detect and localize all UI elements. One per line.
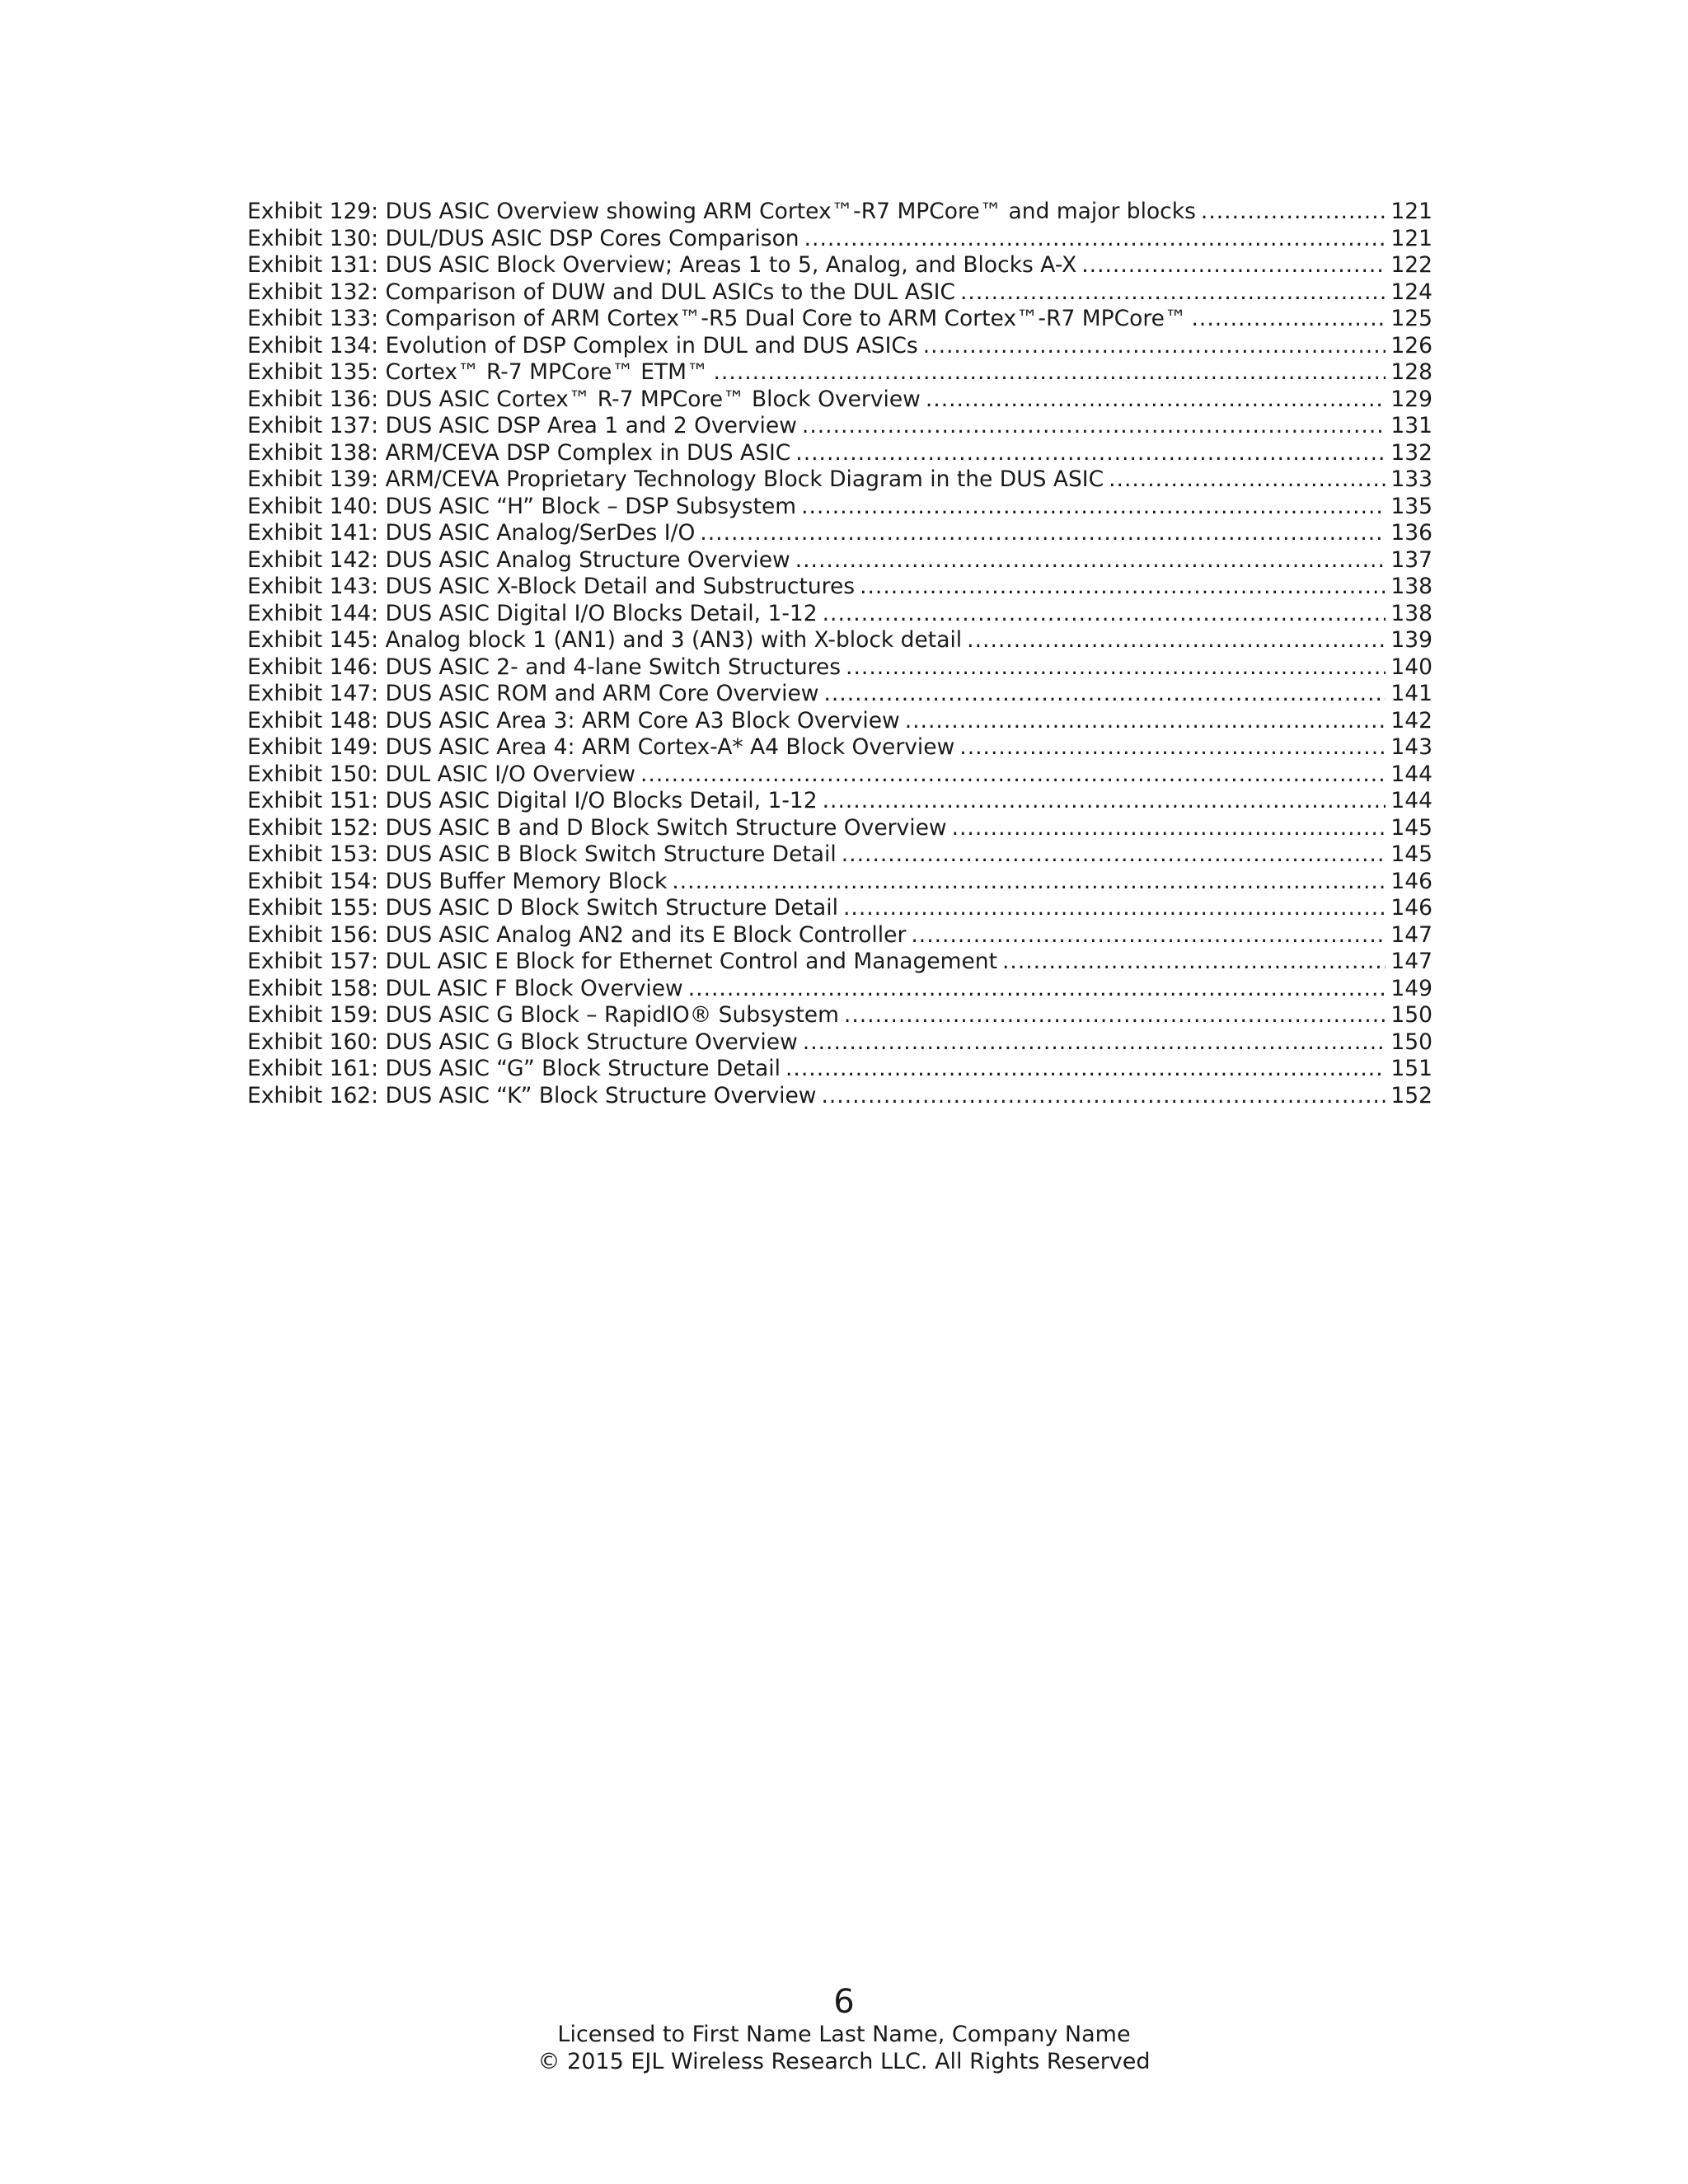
toc-entry-page-number: 146 — [1390, 868, 1432, 894]
toc-entry-page-number: 151 — [1390, 1056, 1432, 1081]
toc-entry-page-number: 145 — [1390, 841, 1432, 867]
toc-entry — [247, 199, 1432, 226]
toc-entry — [247, 869, 1432, 896]
toc-entry — [247, 387, 1432, 414]
toc-entry-page-number: 139 — [1390, 627, 1432, 653]
dot-leader — [688, 976, 1386, 1003]
toc-entry — [247, 547, 1432, 574]
toc-entry-title: Exhibit 161: DUS ASIC “G” Block Structure Detail — [247, 1056, 781, 1081]
toc-entry-list — [247, 199, 1432, 1109]
toc-entry-page-number: 147 — [1390, 949, 1432, 974]
dot-leader — [1191, 306, 1386, 333]
dot-leader — [843, 895, 1386, 922]
toc-entry-page-number: 141 — [1390, 681, 1432, 706]
toc-entry — [247, 413, 1432, 440]
toc-entry-page-number: 133 — [1390, 466, 1432, 492]
dot-leader — [952, 815, 1386, 842]
toc-entry-title: Exhibit 140: DUS ASIC “H” Block – DSP Subsystem — [247, 493, 797, 519]
dot-leader — [801, 494, 1386, 521]
toc-entry — [247, 681, 1432, 708]
dot-leader — [823, 788, 1386, 815]
toc-entry-title: Exhibit 146: DUS ASIC 2- and 4-lane Switch Structures — [247, 654, 842, 680]
dot-leader — [795, 547, 1386, 574]
toc-entry — [247, 815, 1432, 842]
toc-entry-page-number: 144 — [1390, 788, 1432, 813]
toc-entry — [247, 949, 1432, 976]
dot-leader — [1201, 199, 1386, 226]
toc-entry — [247, 306, 1432, 333]
toc-entry — [247, 574, 1432, 601]
dot-leader — [1002, 949, 1386, 976]
table-of-exhibits — [247, 199, 1432, 1109]
toc-entry-page-number: 128 — [1390, 359, 1432, 385]
toc-entry-page-number: 136 — [1390, 520, 1432, 546]
toc-entry — [247, 1029, 1432, 1057]
dot-leader — [714, 359, 1386, 387]
toc-entry-title: Exhibit 143: DUS ASIC X-Block Detail and Substructures — [247, 574, 856, 599]
toc-entry — [247, 601, 1432, 628]
toc-entry — [247, 226, 1432, 253]
dot-leader — [959, 734, 1386, 762]
toc-entry — [247, 466, 1432, 494]
dot-leader — [926, 387, 1386, 414]
toc-entry-title: Exhibit 152: DUS ASIC B and D Block Switch Structure Overview — [247, 814, 947, 841]
toc-entry — [247, 841, 1432, 869]
toc-entry-title: Exhibit 155: DUS ASIC D Block Switch Structure Detail — [247, 895, 838, 921]
toc-entry-title: Exhibit 160: DUS ASIC G Block Structure Overview — [247, 1029, 798, 1055]
toc-entry — [247, 922, 1432, 949]
dot-leader — [960, 279, 1386, 307]
toc-entry-title: Exhibit 156: DUS ASIC Analog AN2 and its E Block Controller — [247, 921, 907, 948]
toc-entry — [247, 708, 1432, 735]
toc-entry-page-number: 131 — [1390, 413, 1432, 438]
dot-leader — [842, 841, 1386, 869]
toc-entry-page-number: 144 — [1390, 761, 1432, 787]
toc-entry-page-number: 150 — [1390, 1029, 1432, 1055]
toc-entry-page-number: 142 — [1390, 707, 1432, 733]
toc-entry — [247, 494, 1432, 521]
toc-entry — [247, 1083, 1432, 1110]
toc-entry-title: Exhibit 130: DUL/DUS ASIC DSP Cores Comparison — [247, 225, 799, 251]
toc-entry-title: Exhibit 149: DUS ASIC Area 4: ARM Cortex-A* A4 Block Overview — [247, 734, 955, 760]
dot-leader — [1081, 252, 1386, 279]
toc-entry-title: Exhibit 162: DUS ASIC “K” Block Structure Overview — [247, 1082, 817, 1108]
toc-entry — [247, 654, 1432, 682]
dot-leader — [844, 1002, 1386, 1029]
toc-entry-page-number: 147 — [1390, 921, 1432, 948]
dot-leader — [905, 708, 1386, 735]
dot-leader — [802, 413, 1386, 440]
toc-entry-page-number: 121 — [1390, 199, 1432, 224]
toc-entry-page-number: 132 — [1390, 439, 1432, 466]
toc-entry-page-number: 145 — [1390, 814, 1432, 841]
page-number: 6 — [833, 1983, 855, 2021]
dot-leader — [860, 574, 1386, 601]
toc-entry-title: Exhibit 129: DUS ASIC Overview showing ARM Cortex™-R7 MPCore™ and major blocks — [247, 199, 1196, 224]
copyright-notice: © 2015 EJL Wireless Research LLC. All Rights Reserved — [537, 2049, 1151, 2074]
toc-entry — [247, 1056, 1432, 1083]
toc-entry-title: Exhibit 133: Comparison of ARM Cortex™-R5 Dual Core to ARM Cortex™-R7 MPCore™ — [247, 306, 1187, 331]
toc-entry-title: Exhibit 142: DUS ASIC Analog Structure Overview — [247, 546, 790, 573]
toc-entry — [247, 520, 1432, 547]
toc-entry-title: Exhibit 150: DUL ASIC I/O Overview — [247, 761, 635, 787]
dot-leader — [923, 333, 1386, 360]
toc-entry-page-number: 137 — [1390, 546, 1432, 573]
toc-entry-title: Exhibit 157: DUL ASIC E Block for Ethernet Control and Management — [247, 949, 997, 974]
toc-entry-page-number: 146 — [1390, 895, 1432, 921]
dot-leader — [967, 627, 1386, 654]
toc-entry-page-number: 138 — [1390, 600, 1432, 626]
toc-entry-title: Exhibit 159: DUS ASIC G Block – RapidIO® Subsystem — [247, 1002, 839, 1028]
dot-leader — [911, 922, 1386, 949]
toc-entry-title: Exhibit 137: DUS ASIC DSP Area 1 and 2 Overview — [247, 413, 797, 438]
toc-entry-title: Exhibit 141: DUS ASIC Analog/SerDes I/O — [247, 520, 696, 546]
dot-leader — [640, 762, 1386, 789]
toc-entry-page-number: 152 — [1390, 1082, 1432, 1108]
toc-entry-title: Exhibit 138: ARM/CEVA DSP Complex in DUS ASIC — [247, 439, 791, 466]
dot-leader — [804, 226, 1386, 253]
dot-leader — [672, 869, 1386, 896]
toc-entry-title: Exhibit 148: DUS ASIC Area 3: ARM Core A3 Block Overview — [247, 707, 900, 733]
toc-entry-title: Exhibit 145: Analog block 1 (AN1) and 3 (AN3) with X-block detail — [247, 627, 963, 653]
toc-entry-title: Exhibit 131: DUS ASIC Block Overview; Areas 1 to 5, Analog, and Blocks A-X — [247, 252, 1077, 278]
toc-entry — [247, 627, 1432, 654]
toc-entry-title: Exhibit 135: Cortex™ R-7 MPCore™ ETM™ — [247, 359, 709, 385]
license-notice: Licensed to First Name Last Name, Company Name — [557, 2022, 1131, 2047]
dot-leader — [785, 1056, 1386, 1083]
toc-entry-page-number: 122 — [1390, 252, 1432, 278]
toc-entry — [247, 359, 1432, 387]
toc-entry — [247, 976, 1432, 1003]
toc-entry-title: Exhibit 136: DUS ASIC Cortex™ R-7 MPCore™ Block Overview — [247, 386, 921, 412]
toc-entry-title: Exhibit 147: DUS ASIC ROM and ARM Core Overview — [247, 681, 819, 706]
dot-leader — [803, 1029, 1386, 1057]
toc-entry-title: Exhibit 154: DUS Buffer Memory Block — [247, 868, 668, 894]
toc-entry — [247, 1002, 1432, 1029]
dot-leader — [821, 1083, 1386, 1110]
toc-entry-title: Exhibit 144: DUS ASIC Digital I/O Blocks Detail, 1-12 — [247, 600, 818, 626]
toc-entry-title: Exhibit 132: Comparison of DUW and DUL ASICs to the DUL ASIC — [247, 279, 955, 305]
toc-entry — [247, 734, 1432, 762]
toc-entry-page-number: 124 — [1390, 279, 1432, 305]
toc-entry-title: Exhibit 139: ARM/CEVA Proprietary Technology Block Diagram in the DUS ASIC — [247, 466, 1104, 492]
toc-entry — [247, 440, 1432, 467]
toc-entry — [247, 762, 1432, 789]
toc-entry — [247, 895, 1432, 922]
toc-entry-page-number: 138 — [1390, 574, 1432, 599]
toc-entry-page-number: 140 — [1390, 654, 1432, 680]
toc-entry-page-number: 121 — [1390, 225, 1432, 251]
dot-leader — [846, 654, 1386, 682]
toc-entry-page-number: 149 — [1390, 975, 1432, 1001]
dot-leader — [1109, 466, 1386, 494]
dot-leader — [700, 520, 1386, 547]
toc-entry — [247, 252, 1432, 279]
toc-entry-page-number: 125 — [1390, 306, 1432, 331]
toc-entry-page-number: 143 — [1390, 734, 1432, 760]
toc-entry-title: Exhibit 151: DUS ASIC Digital I/O Blocks Detail, 1-12 — [247, 788, 818, 813]
toc-entry-page-number: 126 — [1390, 332, 1432, 359]
dot-leader — [823, 601, 1386, 628]
toc-entry-title: Exhibit 134: Evolution of DSP Complex in DUL and DUS ASICs — [247, 332, 918, 359]
dot-leader — [795, 440, 1386, 467]
toc-entry-title: Exhibit 153: DUS ASIC B Block Switch Structure Detail — [247, 841, 837, 867]
toc-entry-page-number: 135 — [1390, 493, 1432, 519]
toc-entry — [247, 788, 1432, 815]
toc-entry — [247, 279, 1432, 307]
toc-entry-page-number: 150 — [1390, 1002, 1432, 1028]
dot-leader — [823, 681, 1386, 708]
toc-entry-page-number: 129 — [1390, 386, 1432, 412]
toc-entry — [247, 333, 1432, 360]
toc-entry-title: Exhibit 158: DUL ASIC F Block Overview — [247, 975, 683, 1001]
